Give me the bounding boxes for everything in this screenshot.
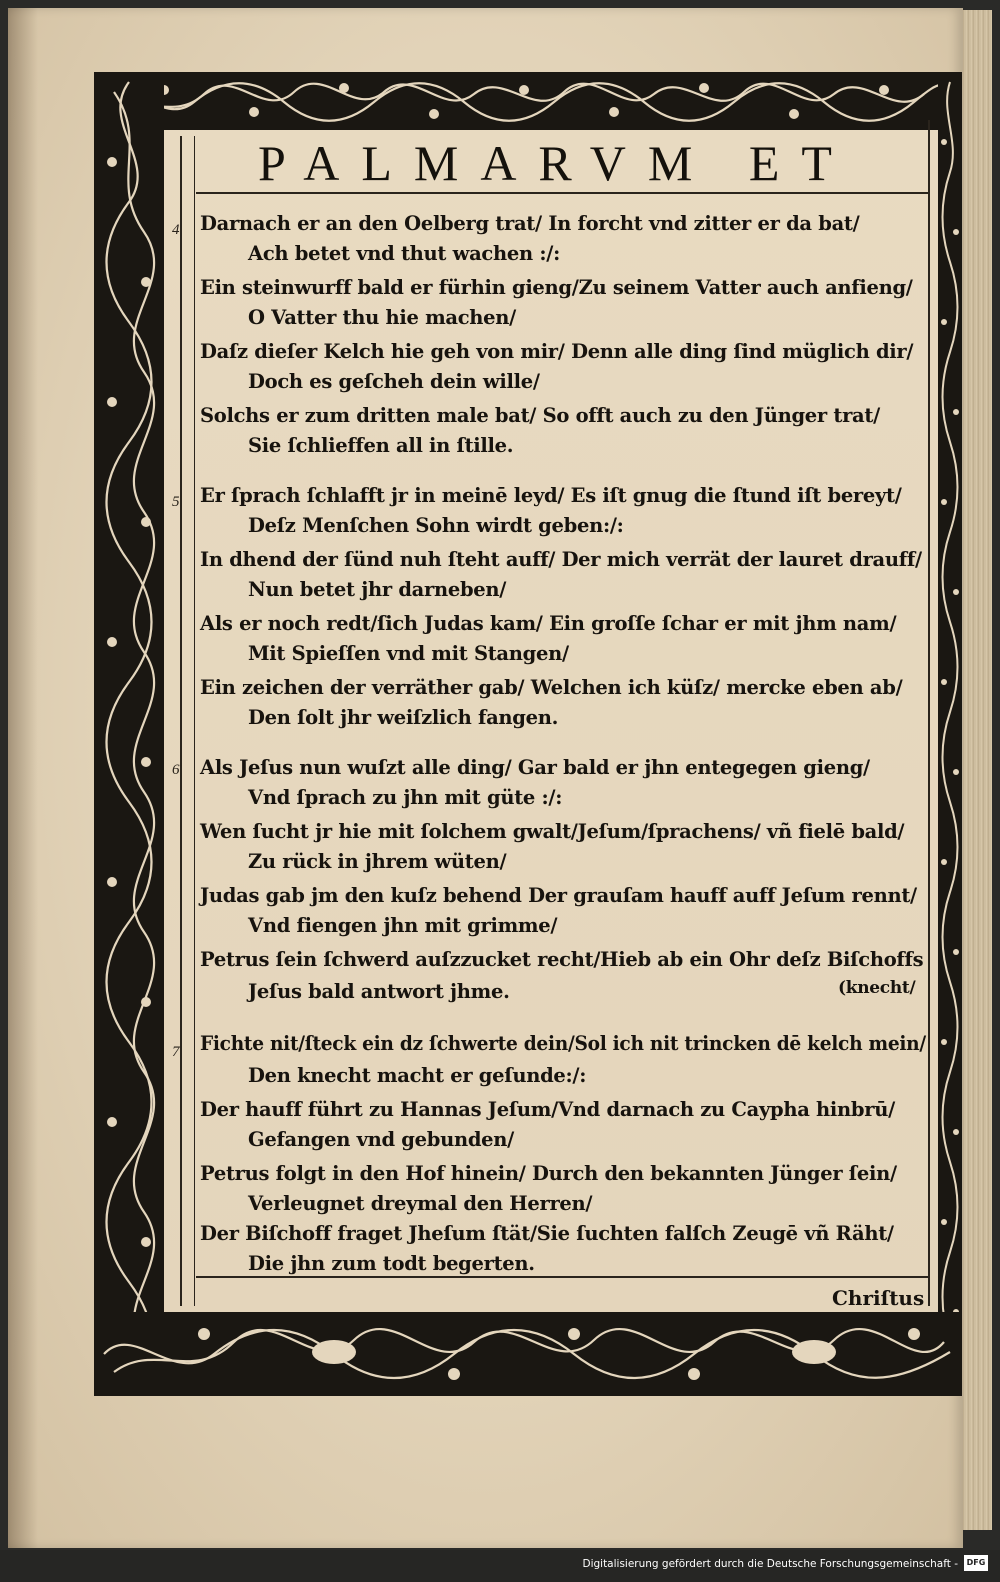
verse-number: 7 — [172, 1044, 180, 1060]
verse-number: 4 — [172, 222, 180, 238]
footer-rule — [196, 1276, 928, 1278]
funding-note: Digitalisierung gefördert durch die Deutsche Forschungsgemeinschaft - — [582, 1558, 958, 1570]
verse-line: In dhend der ſünd nuh ſteht auff/ Der mich verrät der lauret drauff/ — [200, 548, 922, 571]
verse-line: Den ſolt jhr weiſzlich fangen. — [248, 706, 559, 729]
verse-line: Daſz dieſer Kelch hie geh von mir/ Denn alle ding ſind müglich dir/ — [200, 340, 914, 363]
verse-line: Als Jeſus nun wuſzt alle ding/ Gar bald er jhn entegegen gieng/ — [200, 756, 870, 779]
verse-line: Fichte nit/ſteck ein dz ſchwerte dein/Sol ich nit trincken dē kelch mein/ — [200, 1032, 926, 1055]
verse-line: Wen ſucht jr hie mit ſolchem gwalt/Jeſum/ſprachens/ vñ fielē bald/ — [200, 820, 905, 843]
verse-line: Jeſus bald antwort jhme. — [248, 980, 510, 1003]
verse-line: Den knecht macht er geſunde:/: — [248, 1064, 587, 1087]
verse-line: Petrus ſein ſchwerd auſzzucket recht/Hieb ab ein Ohr deſz Biſchoffs — [200, 948, 924, 971]
gutter-shadow — [8, 8, 38, 1548]
verse-line: Mit Spieſſen vnd mit Stangen/ — [248, 642, 569, 665]
verse-line: Ach betet vnd thut wachen :/: — [248, 242, 560, 265]
verse-number: 6 — [172, 762, 180, 778]
ornament-border-bottom — [94, 1312, 960, 1396]
verse-line: Als er noch redt/ſich Judas kam/ Ein groſſe ſchar er mit jhm nam/ — [200, 612, 897, 635]
verse-line: Darnach er an den Oelberg trat/ In forcht vnd zitter er da bat/ — [200, 212, 860, 235]
verse-line: Die jhn zum todt begerten. — [248, 1252, 535, 1275]
margin-rule-right — [928, 120, 930, 1306]
page-title: PALMARVM ET — [258, 135, 854, 191]
margin-rule-inner — [194, 136, 195, 1306]
verse-line: Verleugnet dreymal den Herren/ — [248, 1192, 593, 1215]
title-rule — [196, 192, 928, 194]
dfg-logo: DFG — [964, 1555, 988, 1571]
verse-line: Vnd ſprach zu jhn mit güte :/: — [248, 786, 563, 809]
verse-line-turnover: (knecht/ — [838, 978, 916, 998]
ornament-border-right — [938, 72, 962, 1396]
verse-line: Sie ſchlieffen all in ſtille. — [248, 434, 514, 457]
verse-line: Vnd fiengen jhn mit grimme/ — [248, 914, 558, 937]
verse-line: Nun betet jhr darneben/ — [248, 578, 507, 601]
verse-line: Der Biſchoff fraget Jheſum ſtät/Sie ſuchten falſch Zeugē vñ Räht/ — [200, 1222, 894, 1245]
catchword: Chriſtus — [832, 1286, 925, 1310]
ornament-border-left — [94, 72, 164, 1396]
verse-line: Er ſprach ſchlafft jr in meinē leyd/ Es iſt gnug die ſtund iſt bereyt/ — [200, 484, 902, 507]
verse-line: Judas gab jm den kuſz behend Der grauſam hauff auff Jeſum rennt/ — [200, 884, 917, 907]
verse-number: 5 — [172, 494, 180, 510]
verse-line: Petrus folgt in den Hof hinein/ Durch den bekannten Jünger ſein/ — [200, 1162, 897, 1185]
verse-line: Doch es geſcheh dein wille/ — [248, 370, 540, 393]
verse-line: O Vatter thu hie machen/ — [248, 306, 516, 329]
verse-line: Zu rück in jhrem wüten/ — [248, 850, 507, 873]
ornament-border-top — [94, 72, 960, 130]
verse-line: Der hauff führt zu Hannas Jeſum/Vnd darnach zu Caypha hinbrū/ — [200, 1098, 895, 1121]
verse-line: Gefangen vnd gebunden/ — [248, 1128, 514, 1151]
verse-line: Solchs er zum dritten male bat/ So offt auch zu den Jünger trat/ — [200, 404, 880, 427]
verse-line: Ein steinwurff bald er fürhin gieng/Zu seinem Vatter auch anfieng/ — [200, 276, 913, 299]
verse-line: Deſz Menſchen Sohn wirdt geben:/: — [248, 514, 624, 537]
verse-line: Ein zeichen der verräther gab/ Welchen ich küſz/ mercke eben ab/ — [200, 676, 903, 699]
margin-rule-outer — [180, 136, 182, 1306]
